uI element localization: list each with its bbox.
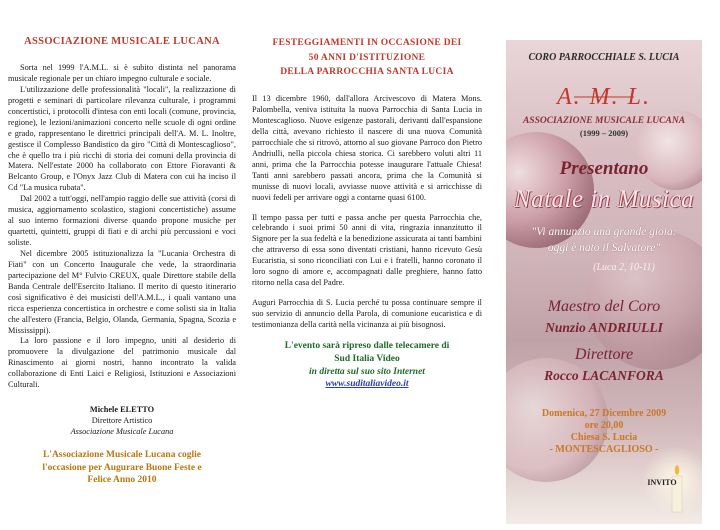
aml-logo-text: A. M. L. [557, 84, 651, 110]
signature-role: Direttore Artistico [91, 415, 153, 425]
association-name: ASSOCIAZIONE MUSICALE LUCANA [522, 116, 686, 126]
director-name: Rocco LACANFORA [544, 368, 664, 383]
video-line: in diretta sul suo sito Internet [309, 366, 425, 377]
association-paragraph: La loro passione e il loro impegno, uniti al desiderio di promuovere la divulgazione del patrimonio musicale dal Rinascimento ai giorni nostri, hanno incontrato la valida collaborazione di Enti Laici e Religiosi, Istituzioni e Associazioni Culturali. [8, 336, 236, 390]
parish-heading [252, 36, 482, 80]
parish-paragraph: Il tempo passa per tutti e passa anche per questa Parrocchia che, celebrando i suoi primi 50 anni di vita, ringrazia innanzitutto il Signore per la sua fedeltà e la benedizione assicurata ai tanti bambini che attraverso di essa sono diventati cristiani, hanno ricevuto Gesù Eucaristia, si sono riconciliati con Lui e i fratelli, hanno coronato il loro sogno di amore e, accompagnati dalle preghiere, hanno fatto ritorno nella casa del Padre. [252, 212, 482, 288]
choir-name: CORO PARROCCHIALE S. LUCIA [528, 52, 680, 63]
parish-heading-line: FESTEGGIAMENTI IN OCCASIONE DEI [272, 38, 462, 48]
association-paragraph: Sorta nel 1999 l'A.M.L. si è subito distinta nel panorama musicale regionale per un chiaro impegno culturale e sociale. [8, 63, 236, 83]
parish-heading-line: DELLA PARROCCHIA SANTA LUCIA [280, 67, 454, 78]
parish-panel [252, 36, 482, 391]
greetings-text [8, 449, 236, 486]
association-panel [8, 36, 236, 487]
video-company: Sud Italia Video [334, 353, 400, 364]
maestro-label: Maestro del Coro [547, 298, 661, 315]
event-town: - MONTESCAGLIOSO - [549, 444, 659, 455]
event-title: Natale in Musica [513, 186, 695, 213]
parish-paragraph: Il 13 dicembre 1960, dall'allora Arcivescovo di Matera Mons. Palombella, veniva istituita la nuova Parrocchia di Santa Lucia in Montescaglioso. Nuove esigenze pastorali, derivanti dall'espansione della città, avevano richiesto il nascere di una nuova Comunità parrocchiale che si ritrovò, attorno al suo giovane Parroco don Pietro Andriulli, nella piccola chiesa storica. Ci sarebbero voluti altri 11 anni, prima che la Parrocchia potesse inaugurare l'attuale Chiesa! Tanti anni sarebbero passati ancora, prima che la Comunità si munisse di nuovi locali, avviasse nuove attività e si arricchisse di nuovi fedeli per arrivare oggi a contarne quasi 6100. [252, 94, 482, 202]
association-title: ASSOCIAZIONE MUSICALE LUCANA [24, 36, 220, 47]
event-date: Domenica, 27 Dicembre 2009 [541, 408, 667, 419]
association-paragraph: Dal 2002 a tutt'oggi, nell'ampio raggio delle sue attività (corsi di musica, aggiornamento scolastico, stagioni concertistiche) assume al suo interno formazioni diverse quando propone musiche per quartetti, quintetti, gruppi di fiati e di archi più percussioni e voci soliste. [8, 194, 236, 247]
association-paragraph: L'utilizzazione delle professionalità "locali", la realizzazione di progetti e seminari di particolare rilevanza culturale, i programmi concertistici, i protocolli d'intesa con enti locali (comune, provincia, regione), le lezioni/animazioni concerto nelle scuole di ogni ordine e grado, rappresentano le direttrici principali dell'A. M. L. Inoltre, gestisce il Complesso Bandistico da giro "Città di Montescaglioso", che è quello tra i più ricchi di storia dei comuni della provincia di Matera. Nell'estate 2000 ha collaborato con Ettore Fioravanti & Belcanto Group, e l'Onyx Jazz Club di Matera con cui ha inciso il Cd "La musica rubata". [8, 84, 236, 193]
invito-label: INVITO [647, 478, 677, 487]
director-label: Direttore [574, 346, 634, 363]
quote-line: "Vi annunzio una grande gioia: [531, 226, 677, 238]
signature-block [8, 405, 236, 437]
video-notice [252, 340, 482, 391]
greetings-line: Felice Anno 2010 [87, 475, 157, 486]
parish-paragraph: Auguri Parrocchia di S. Lucia perché tu possa continuare sempre il suo servizio di annuncio della Parola, di comunione eucaristica e di testimonianza della carità nella vicinanza ai più bisognosi. [252, 298, 482, 329]
quote-line: oggi è nato il Salvatore" [547, 242, 661, 254]
association-paragraph: Nel dicembre 2005 istituzionalizza la "Lucania Orchestra di Fiati" con un Concerto Inaugurale che vede, la straordinaria partecipazione del M° Fulvio CREUX, quale Direttore stabile della Banda Centrale dell'Esercito Italiano. Il merito di questo itinerario così significativo è dei musicisti dell'A.M.L., i quali vantano una ricca esperienza concertistica in orchestre e come solisti sia in Italia che all'estero (Francia, Belgio, Olanda, Germania, Spagna, Scozia e Mississippi). [8, 248, 236, 335]
video-line: L'evento sarà ripreso dalle telecamere di [284, 340, 450, 351]
signature-organization: Associazione Musicale Lucana [70, 426, 174, 436]
presentano-text: Presentano [559, 158, 649, 179]
cover-panel [506, 40, 702, 524]
event-venue: Chiesa S. Lucia [570, 432, 638, 443]
event-time: ore 20,00 [584, 420, 624, 431]
greetings-line: L'Associazione Musicale Lucana coglie [42, 450, 202, 461]
parish-heading-line: 50 ANNI D'ISTITUZIONE [308, 52, 426, 63]
signature-name: Michele ELETTO [89, 405, 155, 415]
greetings-line: l'occasione per Augurare Buone Feste e [42, 462, 202, 473]
candle-flame [675, 465, 679, 475]
quote-reference: (Luca 2, 10-11) [593, 262, 655, 273]
video-website-link[interactable]: www.suditaliavideo.it [325, 379, 409, 390]
association-years: (1999 – 2009) [579, 128, 629, 138]
maestro-name: Nunzio ANDRIULLI [545, 320, 663, 335]
